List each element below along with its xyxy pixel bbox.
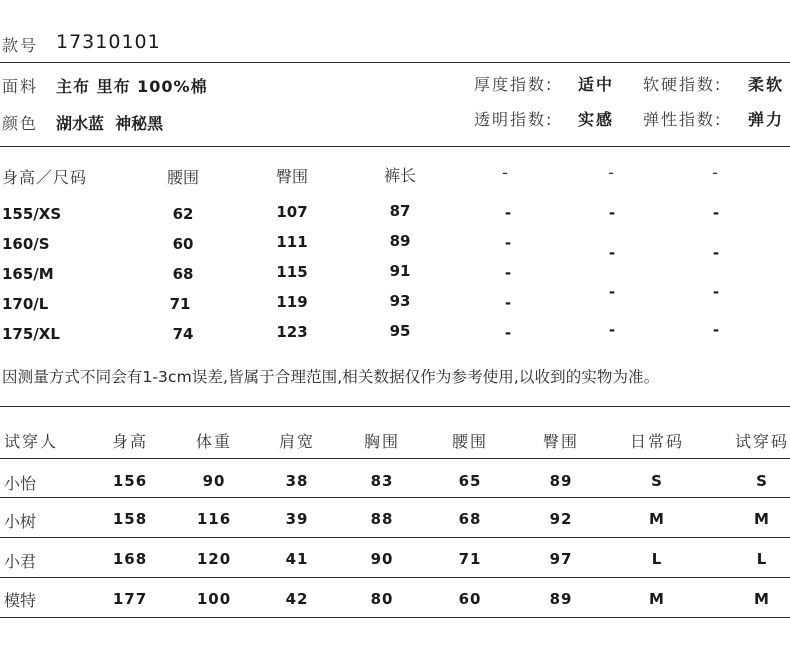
model-cell: 83: [370, 472, 394, 490]
size-cell: -: [504, 294, 512, 312]
size-cell: 107: [276, 203, 308, 221]
fabric-value: 主布 里布 100%棉: [56, 77, 208, 96]
size-header-blank: -: [502, 163, 508, 182]
model-cell: 80: [370, 590, 394, 608]
model-cell: 97: [549, 550, 573, 568]
size-cell: 115: [276, 263, 308, 281]
size-header-blank: -: [608, 163, 614, 182]
model-header-weight: 体重: [195, 432, 233, 451]
model-cell: 116: [196, 510, 232, 528]
model-cell: 100: [196, 590, 232, 608]
divider: [0, 406, 790, 407]
divider: [0, 537, 790, 538]
model-cell: M: [754, 590, 770, 608]
size-cell: -: [608, 283, 616, 301]
model-cell: 71: [458, 550, 482, 568]
size-cell: 123: [276, 323, 308, 341]
model-cell: 89: [549, 472, 573, 490]
size-cell: -: [608, 244, 616, 262]
model-cell: 60: [458, 590, 482, 608]
transparency-value: 实感: [578, 110, 615, 129]
model-cell: M: [754, 510, 770, 528]
size-cell: 89: [389, 232, 411, 250]
model-cell: 88: [370, 510, 394, 528]
model-header-tried-size: 试穿码: [734, 432, 790, 451]
model-cell: L: [756, 550, 768, 568]
size-cell: -: [712, 204, 720, 222]
softness-label: 软硬指数:: [643, 75, 723, 94]
size-cell: 93: [389, 292, 411, 310]
size-header-height: 身高／尺码: [2, 168, 88, 187]
model-cell: 92: [549, 510, 573, 528]
size-cell: -: [712, 244, 720, 262]
divider: [0, 577, 790, 578]
model-cell: 156: [112, 472, 148, 490]
size-cell: 95: [389, 322, 411, 340]
model-cell: 41: [285, 550, 309, 568]
model-header-usual-size: 日常码: [629, 432, 685, 451]
size-row-label: 175/XL: [2, 325, 60, 343]
size-cell: -: [608, 321, 616, 339]
transparency-label: 透明指数:: [474, 110, 554, 129]
model-cell: 120: [196, 550, 232, 568]
color-label: 颜色: [2, 114, 39, 133]
model-name: 模特: [4, 591, 37, 610]
model-cell: 39: [285, 510, 309, 528]
size-header-waist: 腰围: [166, 168, 200, 187]
color-value: 湖水蓝 神秘黑: [56, 114, 164, 133]
model-name: 小君: [4, 552, 37, 571]
divider: [0, 458, 790, 459]
model-name: 小怡: [4, 474, 37, 493]
size-cell: -: [712, 321, 720, 339]
model-cell: 38: [285, 472, 309, 490]
model-header-shoulder: 肩宽: [278, 432, 316, 451]
elasticity-value: 弹力: [748, 110, 785, 129]
divider: [0, 146, 790, 147]
size-cell: -: [504, 264, 512, 282]
size-cell: 119: [276, 293, 308, 311]
model-cell: 42: [285, 590, 309, 608]
elasticity-label: 弹性指数:: [643, 110, 723, 129]
model-cell: 89: [549, 590, 573, 608]
model-header-bust: 胸围: [363, 432, 401, 451]
model-cell: M: [649, 590, 665, 608]
model-cell: M: [649, 510, 665, 528]
model-name: 小树: [4, 512, 37, 531]
size-row-label: 165/M: [2, 265, 54, 283]
divider: [0, 62, 790, 63]
model-cell: 177: [112, 590, 148, 608]
thickness-label: 厚度指数:: [474, 75, 554, 94]
size-cell: 60: [172, 235, 194, 253]
size-header-hip: 臀围: [275, 167, 309, 186]
style-no-label: 款号: [2, 36, 39, 55]
measurement-note: 因测量方式不同会有1-3cm误差,皆属于合理范围,相关数据仅作为参考使用,以收到的实物为准。: [2, 368, 660, 386]
style-no-value: 17310101: [56, 31, 161, 53]
size-cell: -: [504, 234, 512, 252]
size-cell: -: [504, 204, 512, 222]
size-cell: 62: [172, 205, 194, 223]
model-cell: 68: [458, 510, 482, 528]
divider: [0, 617, 790, 618]
model-cell: 168: [112, 550, 148, 568]
model-header-tester: 试穿人: [4, 432, 59, 451]
model-cell: 65: [458, 472, 482, 490]
size-cell: 91: [389, 262, 411, 280]
size-cell: 68: [172, 265, 194, 283]
softness-value: 柔软: [748, 75, 785, 94]
model-cell: 90: [202, 472, 226, 490]
model-header-height: 身高: [111, 432, 149, 451]
size-header-length: 裤长: [383, 166, 417, 185]
model-cell: S: [651, 472, 663, 490]
thickness-value: 适中: [578, 75, 615, 94]
size-row-label: 170/L: [2, 295, 49, 313]
fabric-label: 面料: [2, 77, 39, 96]
size-row-label: 155/XS: [2, 205, 62, 223]
size-cell: 111: [276, 233, 308, 251]
size-cell: 74: [172, 325, 194, 343]
model-cell: S: [756, 472, 768, 490]
size-cell: -: [608, 204, 616, 222]
model-header-waist: 腰围: [451, 432, 489, 451]
size-cell: -: [504, 324, 512, 342]
model-header-hip: 臀围: [542, 432, 580, 451]
model-cell: 158: [112, 510, 148, 528]
model-cell: L: [651, 550, 663, 568]
size-header-blank: -: [712, 163, 718, 182]
size-cell: 71: [169, 295, 191, 313]
size-cell: 87: [389, 202, 411, 220]
divider: [0, 497, 790, 498]
size-row-label: 160/S: [2, 235, 50, 253]
size-cell: -: [712, 283, 720, 301]
model-cell: 90: [370, 550, 394, 568]
